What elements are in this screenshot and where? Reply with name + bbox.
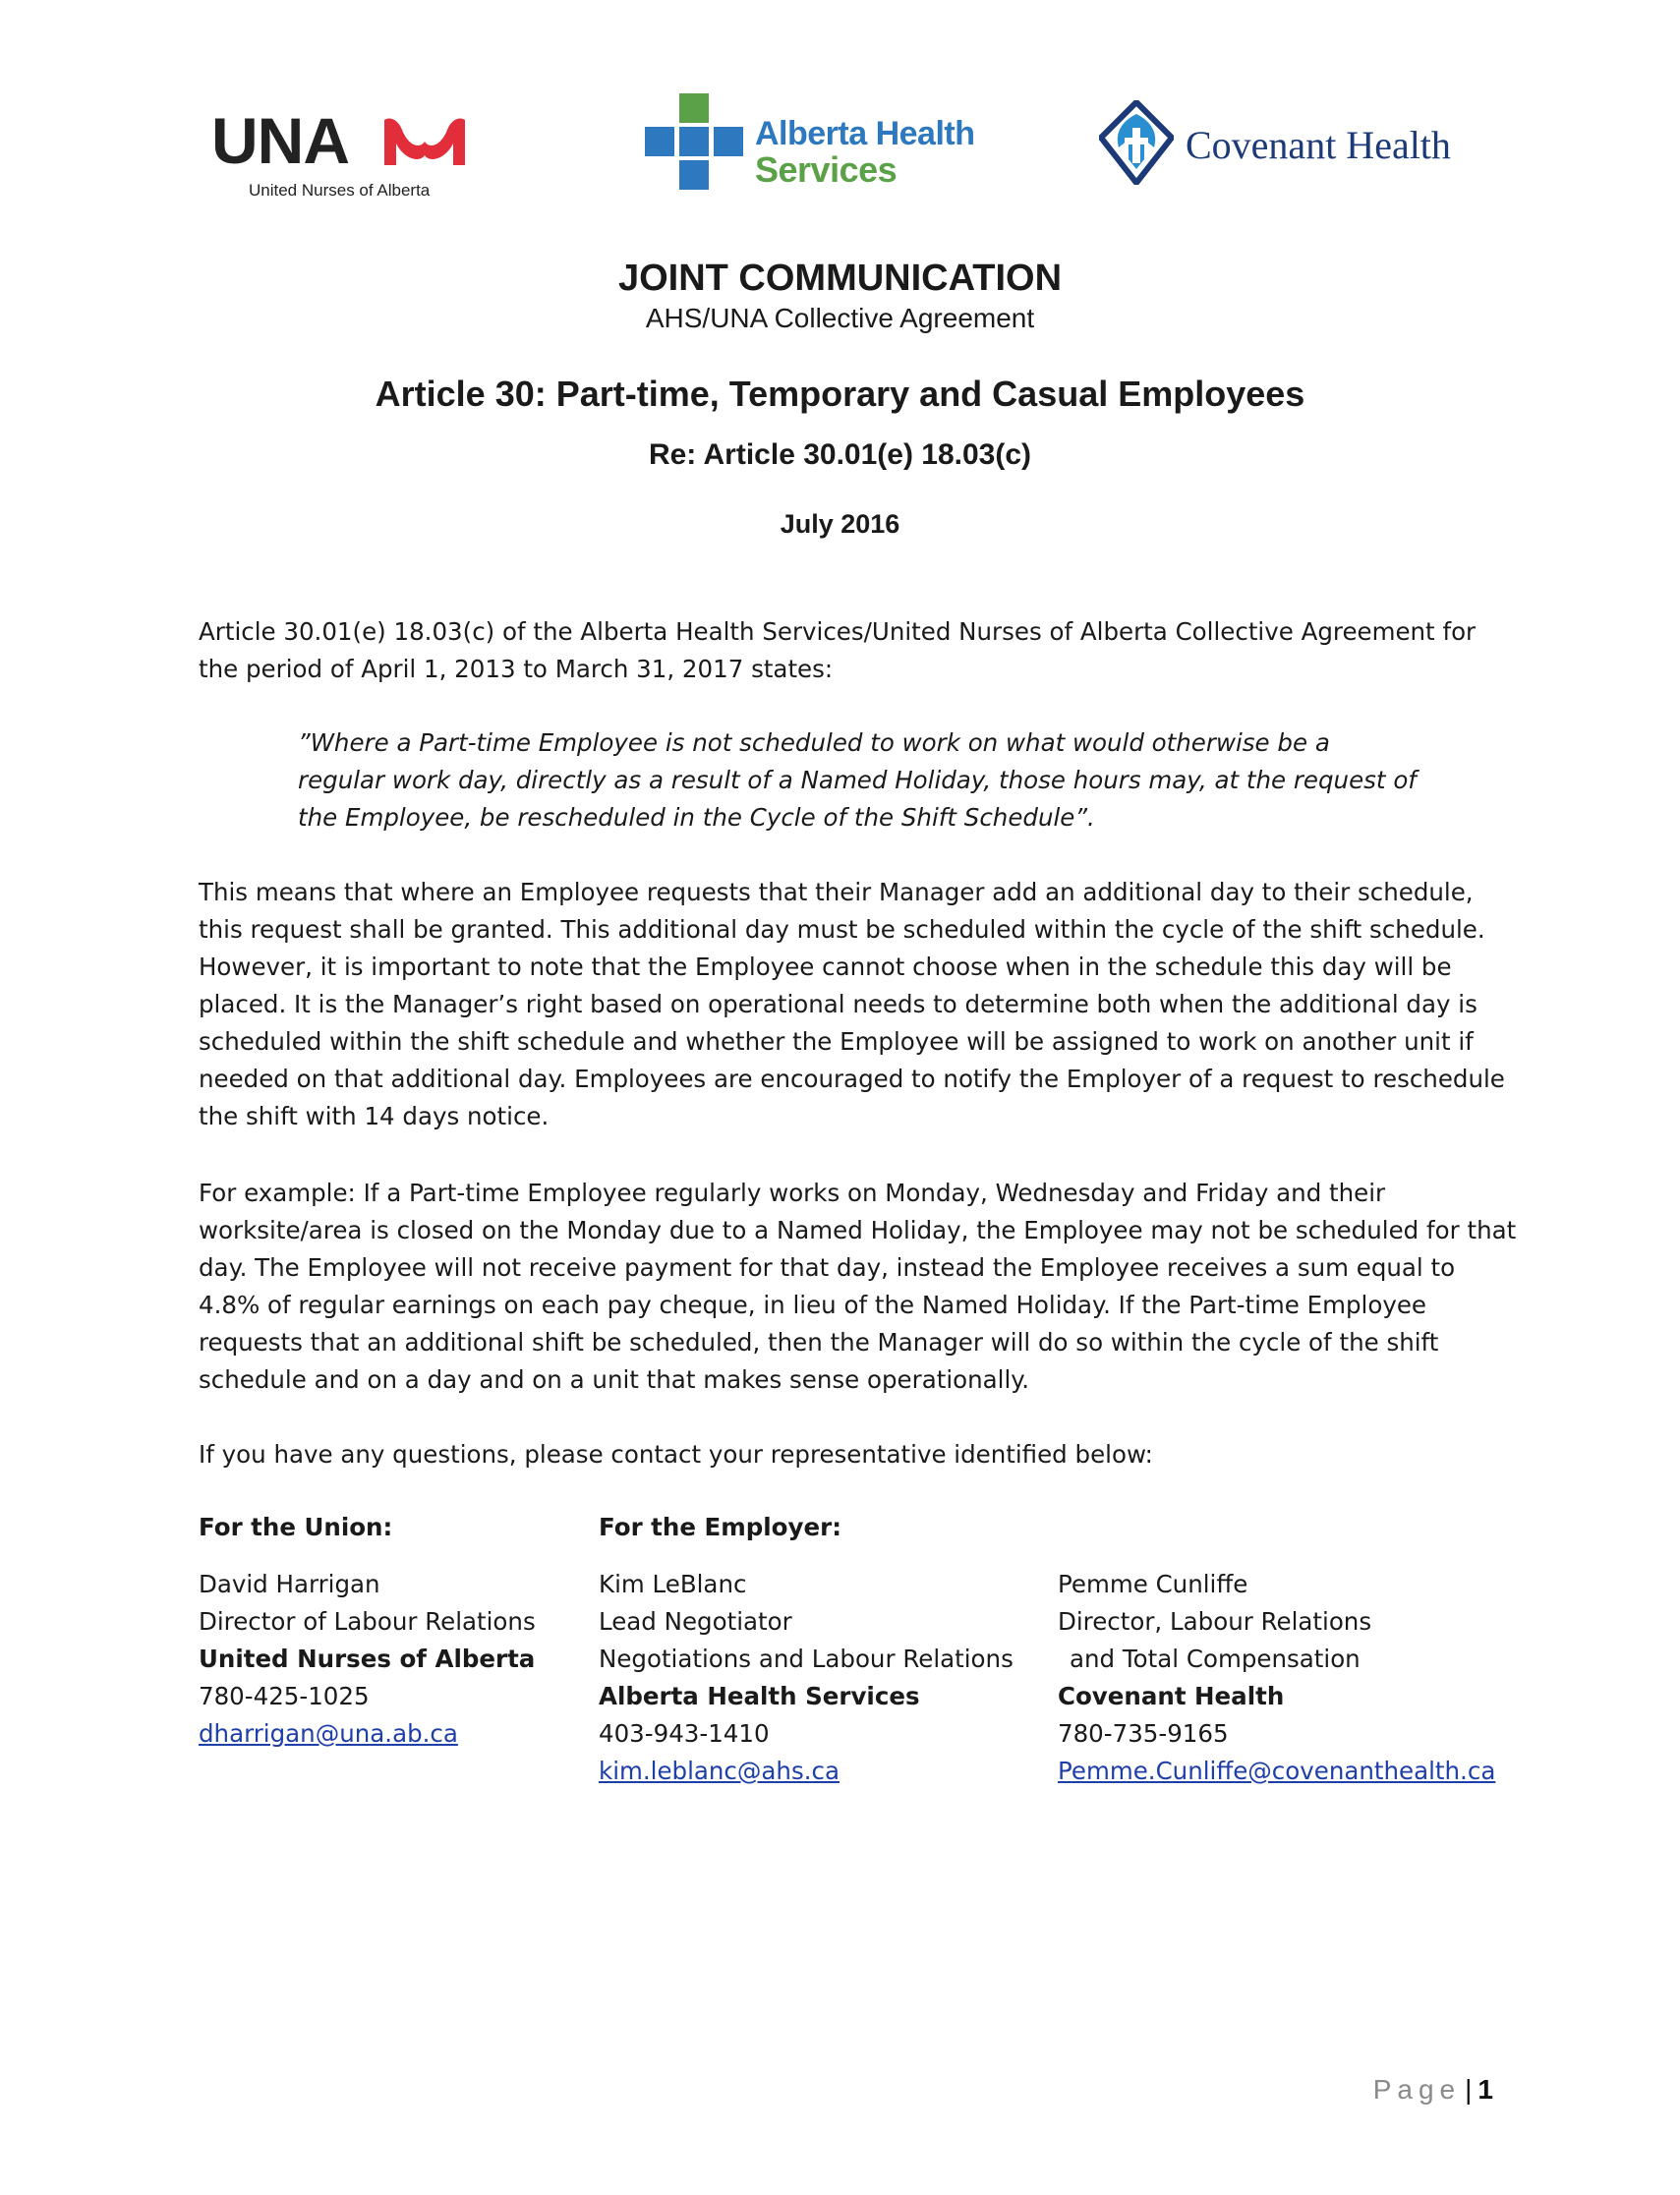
page-number: 1: [1477, 2074, 1493, 2105]
union-contact-phone: 780-425-1025: [199, 1682, 370, 1710]
ahs-logo: [645, 93, 975, 192]
covenant-contact-name: Pemme Cunliffe: [1058, 1570, 1248, 1598]
page-separator: |: [1465, 2074, 1473, 2105]
covenant-contact-title-line1: Director, Labour Relations: [1058, 1607, 1372, 1636]
ahs-contact-phone: 403-943-1410: [599, 1719, 770, 1748]
logo-row: [0, 88, 1680, 216]
covenant-contact-phone: 780-735-9165: [1058, 1719, 1229, 1748]
employer-heading: For the Employer:: [599, 1513, 841, 1541]
example-paragraph: For example: If a Part-time Employee regularly works on Monday, Wednesday and Friday and their worksite/area is closed on the Monday due to a Named Holiday, the Employee may not be scheduled for that day. The Employee will not receive payment for that day, instead the Employee receives a sum equal to 4.8% of regular earnings on each pay cheque, in lieu of the Named Holiday. If the Part-time Employee requests that an additional shift be scheduled, then the Manager will do so within the cycle of the shift schedule and on a day and on a unit that makes sense operationally.: [199, 1179, 1517, 1394]
covenant-contact-title-line2: and Total Compensation: [1070, 1645, 1361, 1673]
union-heading: For the Union:: [199, 1513, 393, 1541]
union-contact-email-link[interactable]: dharrigan@una.ab.ca: [199, 1719, 458, 1748]
page-word: Page: [1372, 2074, 1462, 2105]
ahs-contact-org: Alberta Health Services: [599, 1682, 920, 1710]
re-line: Re: Article 30.01(e) 18.03(c): [648, 438, 1032, 471]
intro-paragraph: Article 30.01(e) 18.03(c) of the Alberta Health Services/United Nurses of Alberta Collective Agreement for the period of April 1, 2013 to March 31, 2017 states:: [199, 617, 1477, 683]
una-logo: [211, 104, 487, 206]
ahs-cross-icon: [645, 93, 743, 190]
quoted-article: ”Where a Part-time Employee is not scheduled to work on what would otherwise be a regular work day, directly as a result of a Named Holiday, those hours may, at the request of the Employee, be rescheduled in the Cycle of the Shift Schedule”.: [298, 728, 1417, 832]
covenant-contact-email-link[interactable]: Pemme.Cunliffe@covenanthealth.ca: [1058, 1757, 1496, 1785]
contacts-section: [0, 1509, 1680, 1804]
covenant-contact-org: Covenant Health: [1058, 1682, 1285, 1710]
una-wordmark: UNA: [211, 104, 349, 177]
una-subtitle: United Nurses of Alberta: [249, 181, 431, 200]
union-contact-name: David Harrigan: [199, 1570, 380, 1598]
document-date: July 2016: [780, 509, 900, 539]
ahs-contact-email-link[interactable]: kim.leblanc@ahs.ca: [599, 1757, 840, 1785]
union-contact-title: Director of Labour Relations: [199, 1607, 536, 1636]
page-footer: [1373, 2074, 1493, 2106]
questions-paragraph: If you have any questions, please contact your representative identified below:: [199, 1440, 1153, 1469]
document-title: JOINT COMMUNICATION: [617, 258, 1063, 299]
ahs-wordmark-line1: Alberta Health: [755, 115, 975, 152]
covenant-wordmark: Covenant Health: [1186, 123, 1451, 167]
covenant-cross-icon: [1099, 100, 1174, 185]
ahs-contact-dept: Negotiations and Labour Relations: [599, 1645, 1014, 1673]
article-title: Article 30: Part-time, Temporary and Casual Employees: [375, 374, 1305, 414]
explanation-paragraph: This means that where an Employee requests that their Manager add an additional day to their schedule, this request shall be granted. This additional day must be scheduled within the cycle of the shift schedule. However, it is important to note that the Employee cannot choose when in the schedule this day will be placed. It is the Manager’s right based on operational needs to determine both when the additional day is scheduled within the shift schedule and whether the Employee will be assigned to work on another unit if needed on that additional day. Employees are encouraged to notify the Employer of a request to reschedule the shift with 14 days notice.: [199, 878, 1505, 1130]
ahs-contact-title: Lead Negotiator: [599, 1607, 792, 1636]
ahs-wordmark-line2: Services: [755, 149, 898, 190]
document-subtitle: AHS/UNA Collective Agreement: [645, 303, 1035, 333]
union-contact-org: United Nurses of Alberta: [199, 1645, 536, 1673]
covenant-logo: [1099, 100, 1492, 189]
una-heart-icon: [380, 114, 469, 171]
ahs-contact-name: Kim LeBlanc: [599, 1570, 747, 1598]
